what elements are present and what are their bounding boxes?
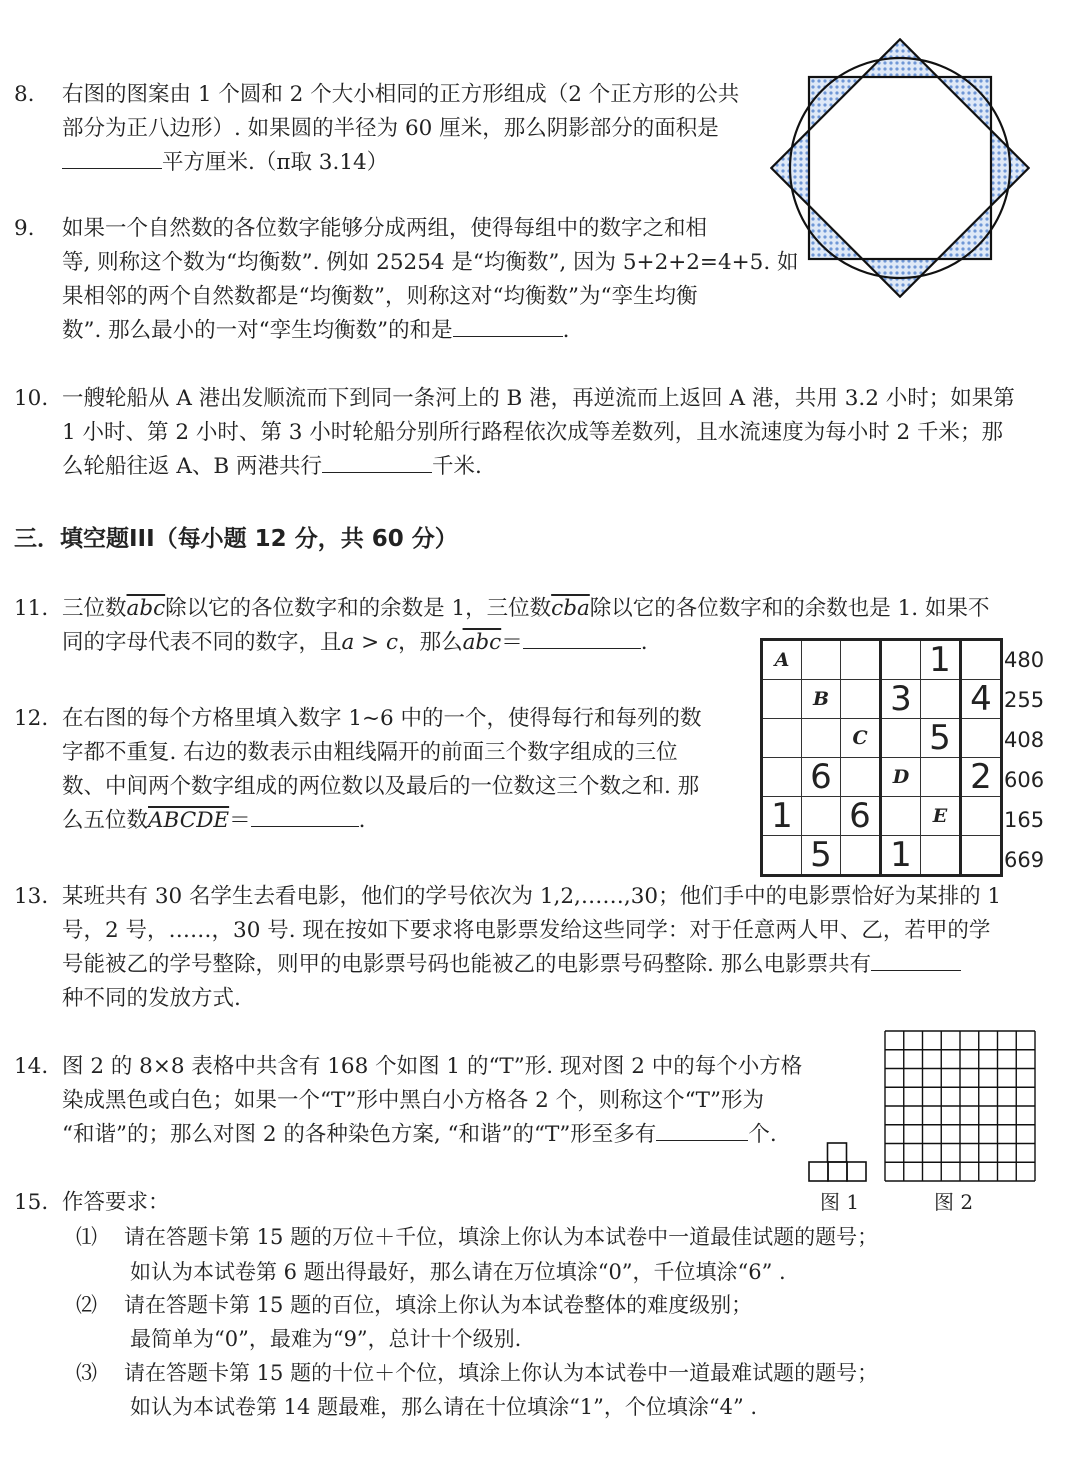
question-text: 部分为正八边形）. 如果圆的半径为 60 厘米，那么阴影部分的面积是 (62, 116, 719, 141)
figure-1-caption: 图 1 (820, 1190, 860, 1214)
grid-cell (961, 797, 1002, 836)
item-label: ⑴ (76, 1225, 97, 1249)
question-title: 作答要求： (62, 1190, 170, 1215)
question-number: 14. (14, 1054, 49, 1079)
grid-cell (881, 797, 921, 836)
question-text: 同的字母代表不同的数字，且 (62, 630, 342, 655)
question-text: 数、中间两个数字组成的两位数以及最后的一位数这三个数之和. 那 (62, 774, 700, 799)
question-text: 1 小时、第 2 小时、第 3 小时轮船分别所行路程依次成等差数列，且水流速度为每小时 2 千米；那 (62, 420, 1004, 445)
question-text: 千米. (432, 454, 482, 479)
grid-cell (802, 640, 841, 680)
grid-cell: 1 (762, 797, 802, 836)
number-grid (760, 638, 1003, 877)
grid-cell: 2 (961, 758, 1002, 797)
question-number: 15. (14, 1190, 49, 1215)
grid-cell: 3 (881, 680, 921, 719)
cba-overline: $\overline{cba}$ (551, 596, 590, 621)
abc-overline: $\overline{abc}$ (462, 630, 502, 655)
grid-cell (961, 640, 1002, 680)
grid-cell (961, 836, 1002, 876)
question-text: 字都不重复. 右边的数表示由粗线隔开的前面三个数字组成的三位 (62, 740, 678, 765)
question-13 (14, 880, 1064, 1020)
grid-cell: B (802, 680, 841, 719)
question-8 (14, 78, 774, 188)
grid-cell: C (841, 719, 881, 758)
item-text: 如认为本试卷第 14 题最难，那么请在十位填涂“1”，个位填涂“4” . (130, 1395, 758, 1419)
question-text: 右图的图案由 1 个圆和 2 个大小相同的正方形组成（2 个正方形的公共 (62, 82, 740, 107)
question-number: 10. (14, 386, 49, 411)
grid-cell (762, 680, 802, 719)
grid-cell (841, 836, 881, 876)
grid-cell: 1 (881, 836, 921, 876)
grid-cell (762, 719, 802, 758)
question-text: 数”. 那么最小的一对“孪生均衡数”的和是 (62, 318, 453, 343)
question-12: 12. 在右图的每个方格里填入数字 1~6 中的一个，使得每行和每列的数 字都不重复. 右边的数表示由粗线隔开的前面三个数字组成的三位 数、中间两个数字组成的两位数以及最后的一位数这三个数之和. 那 么五位数ABCDE＝ . (14, 702, 754, 847)
row-sum: 165 (1004, 808, 1045, 832)
question-text: 除以它的各位数字和的余数也是 1. 如果不 (589, 596, 990, 621)
answer-blank (453, 314, 563, 337)
question-text: ＝ (229, 808, 251, 833)
question-number: 9. (14, 216, 35, 241)
grid-cell: A (762, 640, 802, 680)
grid-cell: D (881, 758, 921, 797)
grid-cell (881, 640, 921, 680)
question-number: 8. (14, 82, 35, 107)
item-label: ⑶ (76, 1361, 97, 1385)
question-text: ，那么 (398, 630, 463, 655)
abc-overline: $\overline{abc}$ (126, 596, 166, 621)
answer-blank (523, 626, 641, 649)
t-shape-figure (808, 1142, 868, 1184)
grid-cell (921, 836, 961, 876)
grid-cell (762, 758, 802, 797)
question-text: “和谐”的；那么对图 2 的各种染色方案, “和谐”的“T”形至多有 (62, 1122, 657, 1147)
question-text: 染成黑色或白色；如果一个“T”形中黑白小方格各 2 个，则称这个“T”形为 (62, 1088, 764, 1113)
answer-blank (251, 804, 359, 827)
question-text: 么五位数 (62, 808, 149, 833)
question-text: 种不同的发放方式. (62, 986, 241, 1011)
question-text: 除以它的各位数字和的余数是 1，三位数 (165, 596, 552, 621)
answer-blank (871, 948, 961, 971)
grid-cell: 5 (921, 719, 961, 758)
question-number: 11. (14, 596, 49, 621)
row-sum: 606 (1004, 768, 1045, 792)
question-text: 平方厘米.（π取 3.14） (162, 150, 389, 175)
grid-cell (802, 797, 841, 836)
answer-blank (656, 1118, 748, 1141)
grid-cell: 4 (961, 680, 1002, 719)
condition: a > c (341, 630, 399, 655)
question-text: 图 2 的 8×8 表格中共含有 168 个如图 1 的“T”形. 现对图 2 中的每个小方格 (62, 1054, 803, 1079)
item-text: 如认为本试卷第 6 题出得最好，那么请在万位填涂“0”，千位填涂“6” . (130, 1260, 786, 1284)
grid-cell: 6 (841, 797, 881, 836)
grid-cell (841, 680, 881, 719)
grid-cell (921, 680, 961, 719)
question-text: 么轮船往返 A、B 两港共行 (62, 454, 322, 479)
question-text: 号，2 号，……，30 号. 现在按如下要求将电影票发给这些同学：对于任意两人甲、乙，若甲的学 (62, 918, 991, 943)
question-10 (14, 382, 1064, 492)
row-sum: 408 (1004, 728, 1045, 752)
question-text: 某班共有 30 名学生去看电影，他们的学号依次为 1,2,……,30；他们手中的电影票恰好为某排的 1 (62, 884, 1002, 909)
circle-squares-figure (770, 38, 1030, 298)
figure-2-caption: 图 2 (934, 1190, 974, 1214)
question-number: 12. (14, 706, 49, 731)
grid-cell: 6 (802, 758, 841, 797)
answer-blank (62, 146, 162, 169)
item-text: 最简单为“0”，最难为“9”，总计十个级别. (130, 1327, 522, 1351)
grid-cell (841, 758, 881, 797)
eight-by-eight-grid (884, 1030, 1036, 1182)
row-sum: 480 (1004, 648, 1045, 672)
question-number: 13. (14, 884, 49, 909)
question-text: 号能被乙的学号整除，则甲的电影票号码也能被乙的电影票号码整除. 那么电影票共有 (62, 952, 872, 977)
grid-cell: 5 (802, 836, 841, 876)
question-text: 三位数 (62, 596, 127, 621)
question-text: 一艘轮船从 A 港出发顺流而下到同一条河上的 B 港，再逆流而上返回 A 港，共用 3.2 小时；如果第 (62, 386, 1015, 411)
answer-blank (322, 450, 432, 473)
grid-cell (841, 640, 881, 680)
grid-cell (802, 719, 841, 758)
section-heading: 三．填空题III（每小题 12 分，共 60 分） (14, 526, 458, 552)
question-text: 果相邻的两个自然数都是“均衡数”，则称这对“均衡数”为“孪生均衡 (62, 284, 698, 309)
question-text: 等, 则称这个数为“均衡数”. 例如 25254 是“均衡数”, 因为 5+2+2=4+5. 如 (62, 250, 799, 275)
row-sums (1004, 640, 1044, 880)
item-text: 请在答题卡第 15 题的十位＋个位，填涂上你认为本试卷中一道最难试题的题号； (124, 1361, 879, 1385)
row-sum: 255 (1004, 688, 1045, 712)
grid-cell (921, 758, 961, 797)
item-text: 请在答题卡第 15 题的万位＋千位，填涂上你认为本试卷中一道最佳试题的题号； (124, 1225, 879, 1249)
question-14 (14, 1050, 803, 1160)
question-9: 9. 如果一个自然数的各位数字能够分成两组，使得每组中的数字之和相 等, 则称这个数为“均衡数”. 例如 25254 是“均衡数”, 因为 5+2+2=4+5. 如 果相邻的两个自然数都是“均衡数”，则称这对“均衡数”为“孪生均衡 数”. 那么最小的一对“孪生均衡数”的和是 . (14, 212, 774, 352)
grid-cell: 1 (921, 640, 961, 680)
question-text: 在右图的每个方格里填入数字 1~6 中的一个，使得每行和每列的数 (62, 706, 702, 731)
question-text: 如果一个自然数的各位数字能够分成两组，使得每组中的数字之和相 (62, 216, 708, 241)
item-text: 请在答题卡第 15 题的百位，填涂上你认为本试卷整体的难度级别； (124, 1293, 753, 1317)
abcde-overline: ABCDE (148, 808, 230, 833)
grid-cell (762, 836, 802, 876)
grid-cell: E (921, 797, 961, 836)
question-text: 个. (748, 1122, 777, 1147)
grid-cell (881, 719, 921, 758)
item-label: ⑵ (76, 1293, 97, 1317)
question-11: 11. 三位数$\overline{abc}$除以它的各位数字和的余数是 1，三位数$\overline{cba}$除以它的各位数字和的余数也是 1. 如果不 同的字母代表不同的数字，且a > c，那么$\overline{abc}=$ . (14, 592, 1064, 668)
row-sum: 669 (1004, 848, 1045, 872)
question-text: ＝ (501, 630, 523, 655)
grid-cell (961, 719, 1002, 758)
